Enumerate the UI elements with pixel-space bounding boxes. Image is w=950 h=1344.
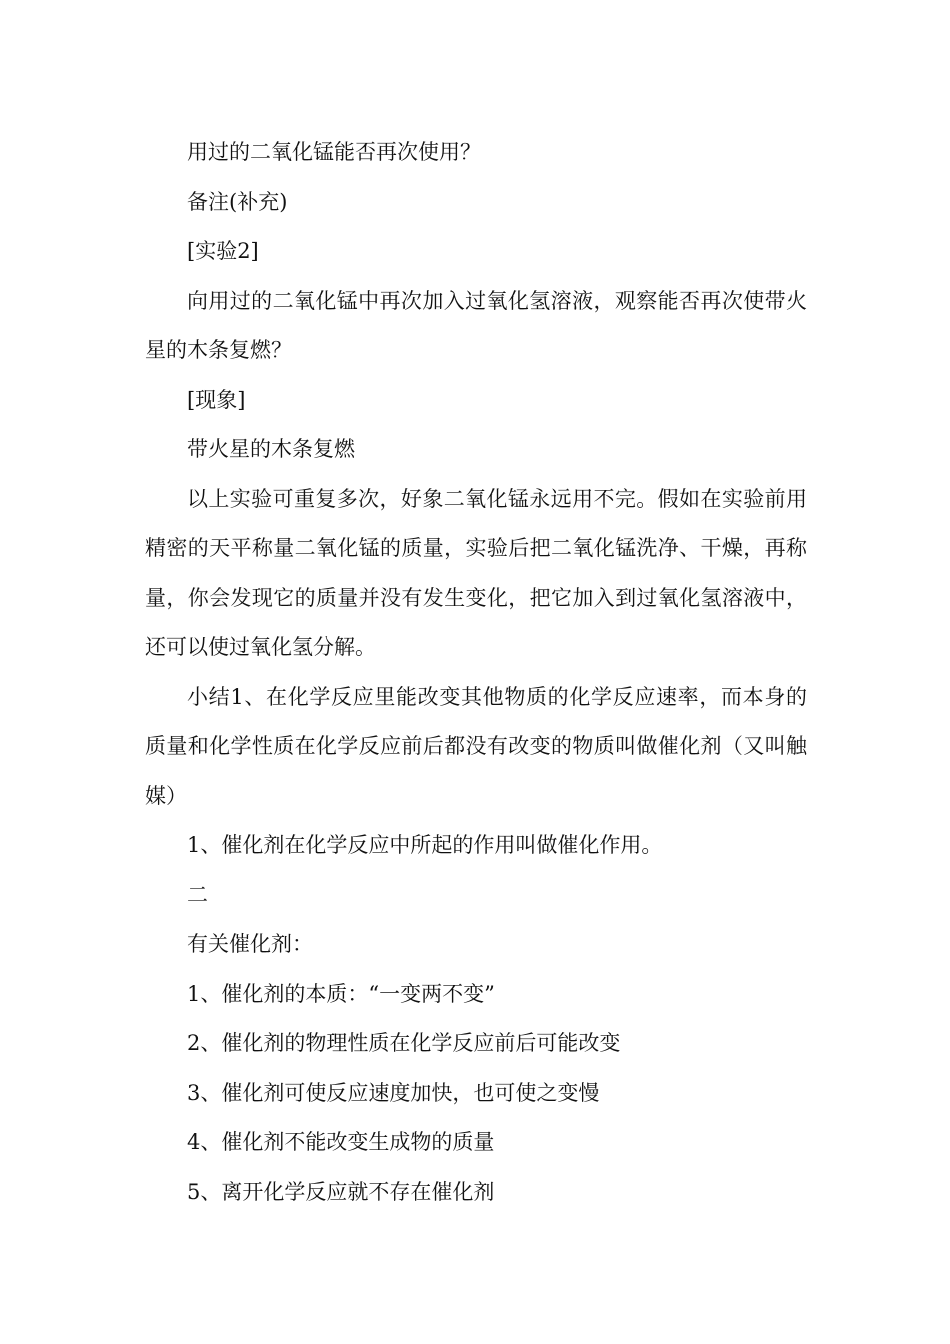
paragraph-question: 用过的二氧化锰能否再次使用？ bbox=[187, 140, 481, 164]
paragraph-experiment-procedure: 向用过的二氧化锰中再次加入过氧化氢溶液，观察能否再次使带火星的木条复燃？ bbox=[145, 288, 807, 362]
document-page bbox=[145, 128, 807, 1217]
paragraph-catalyst-heading: 有关催化剂： bbox=[187, 932, 313, 956]
list-item-catalyst-1: 1、催化剂的本质：“一变两不变” bbox=[187, 981, 495, 1006]
list-item-catalyst-5: 5、离开化学反应就不存在催化剂 bbox=[187, 1179, 495, 1204]
paragraph-phenomenon-heading: [现象] bbox=[187, 387, 246, 412]
paragraph-summary: 小结1、在化学反应里能改变其他物质的化学反应速率，而本身的质量和化学性质在化学反应前后都没有改变的物质叫做催化剂（又叫触媒） bbox=[145, 684, 807, 808]
paragraph-phenomenon: 带火星的木条复燃 bbox=[187, 437, 355, 461]
list-item-catalyst-2: 2、催化剂的物理性质在化学反应前后可能改变 bbox=[187, 1031, 621, 1055]
paragraph-note: 备注(补充) bbox=[187, 189, 288, 214]
paragraph-section-two: 二 bbox=[187, 882, 208, 907]
list-item-catalyst-3: 3、催化剂可使反应速度加快，也可使之变慢 bbox=[187, 1080, 600, 1105]
paragraph-experiment-heading: [实验2] bbox=[187, 239, 259, 263]
list-item-catalyst-4: 4、催化剂不能改变生成物的质量 bbox=[187, 1130, 495, 1154]
paragraph-explanation: 以上实验可重复多次，好象二氧化锰永远用不完。假如在实验前用精密的天平称量二氧化锰的质量，实验后把二氧化锰洗净、干燥，再称量，你会发现它的质量并没有发生变化，把它加入到过氧化氢溶液中，还可以使过氧化氢分解。 bbox=[145, 486, 807, 659]
paragraph-catalysis-definition: 1、催化剂在化学反应中所起的作用叫做催化作用。 bbox=[187, 833, 663, 857]
